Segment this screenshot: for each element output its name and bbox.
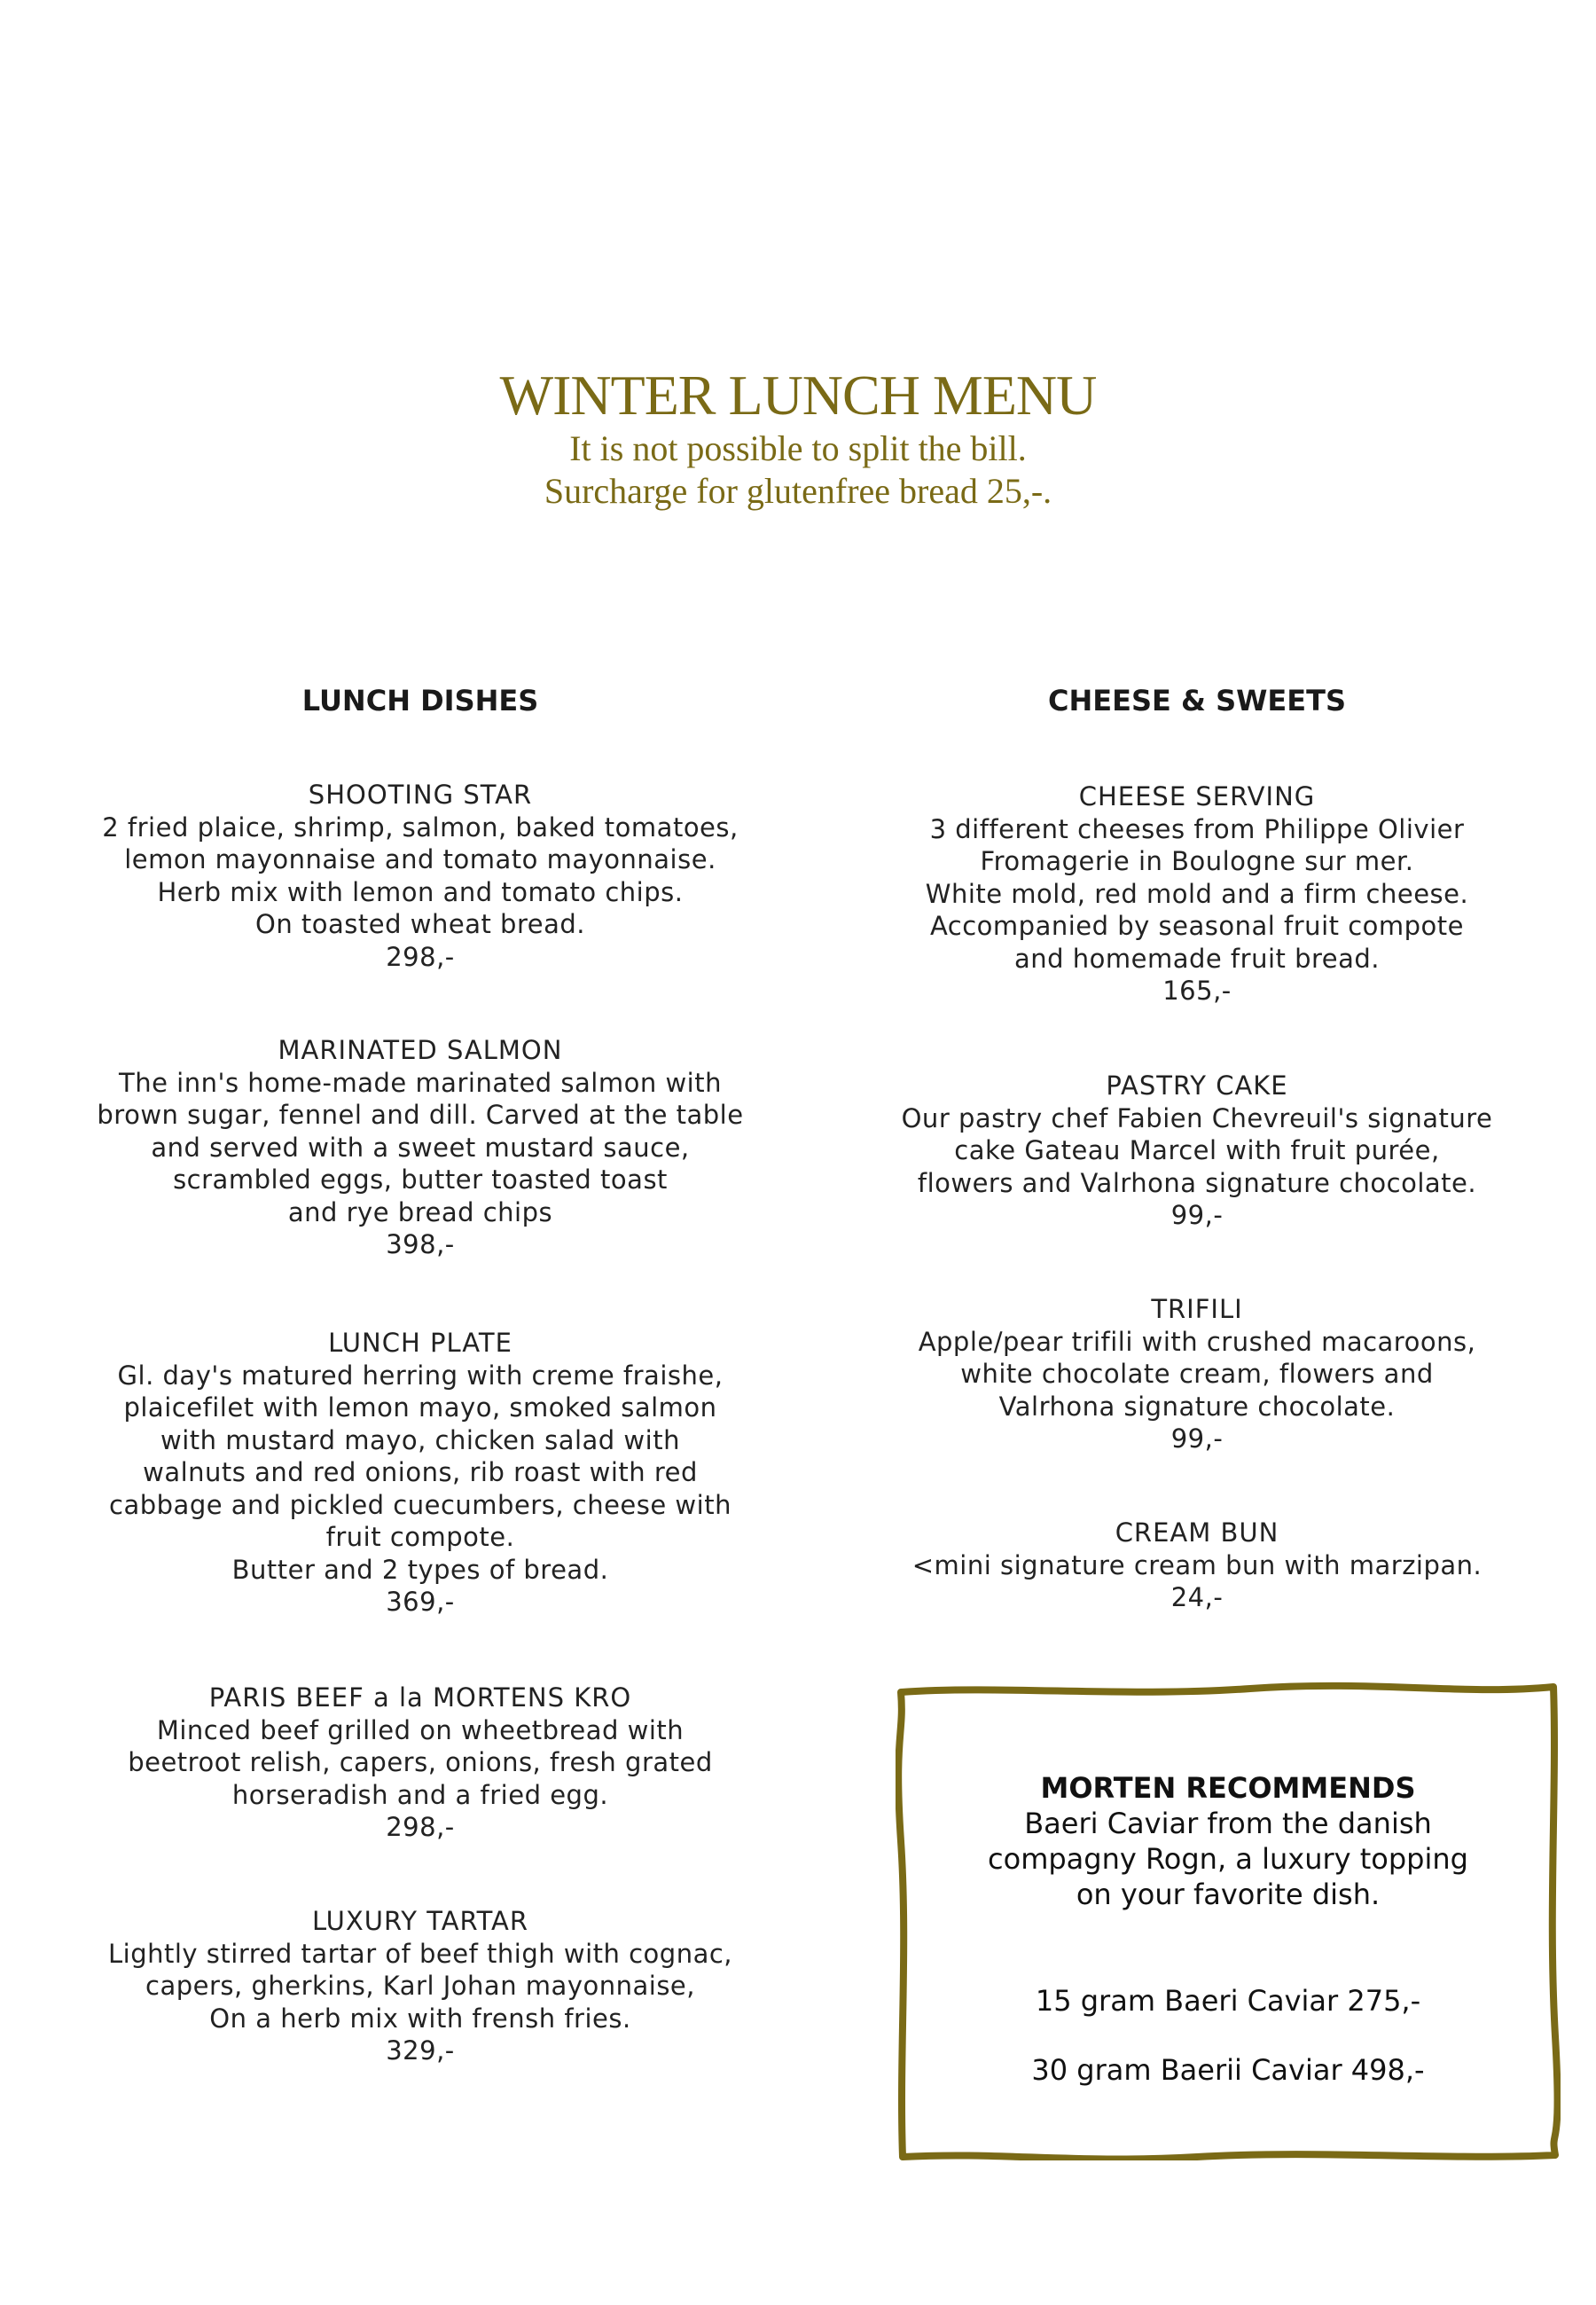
item-desc-line: Lightly stirred tartar of beef thigh with cognac, [107,1938,733,1969]
item-name: LUXURY TARTAR [311,1906,529,1936]
item-desc-line: flowers and Valrhona signature chocolate. [917,1167,1477,1198]
item-desc-line: horseradish and a fried egg. [231,1779,609,1810]
menu-item-shooting-star [39,779,802,973]
menu-item-paris-beef [39,1682,802,1844]
recommendation-box [896,1682,1561,2160]
item-desc-line: Butter and 2 types of bread. [231,1554,609,1585]
menu-item-pastry-cake [816,1070,1578,1232]
item-desc-line: 2 fried plaice, shrimp, salmon, baked tomatoes, [102,811,739,843]
item-name: CREAM BUN [1115,1517,1279,1548]
item-name: PARIS BEEF a la MORTENS KRO [208,1682,632,1713]
item-price: 24,- [1170,1582,1224,1612]
menu-title: WINTER LUNCH MENU [499,364,1097,427]
item-desc-line: 3 different cheeses from Philippe Olivier [929,813,1465,844]
item-desc-line: lemon mayonnaise and tomato mayonnaise. [124,844,716,874]
item-desc-line: Our pastry chef Fabien Chevreuil's signature [901,1102,1493,1133]
item-desc-line: Fromagerie in Boulogne sur mer. [980,846,1414,876]
item-price: 165,- [1162,976,1232,1006]
item-price: 329,- [386,2035,455,2066]
item-desc-line: beetroot relish, capers, onions, fresh grated [128,1747,713,1777]
item-price: 298,- [386,941,455,972]
item-desc-line: and served with a sweet mustard sauce, [151,1132,690,1163]
item-desc-line: scrambled eggs, butter toasted toast [173,1164,668,1195]
item-desc-line: Apple/pear trifili with crushed macaroons, [918,1326,1476,1357]
item-desc-line: white chocolate cream, flowers and [960,1359,1434,1389]
menu-item-cream-bun [816,1517,1578,1614]
item-desc-line: capers, gherkins, Karl Johan mayonnaise, [145,1971,695,2001]
menu-item-lunch-plate [39,1327,802,1619]
item-desc-line: cabbage and pickled cuecumbers, cheese with [109,1489,732,1520]
item-desc-line: brown sugar, fennel and dill. Carved at the table [97,1100,744,1130]
item-name: PASTRY CAKE [1106,1070,1288,1101]
menu-header [0,364,1596,513]
item-desc-line: Accompanied by seasonal fruit compote [929,911,1465,941]
recommendation-title: MORTEN RECOMMENDS [1040,1771,1416,1805]
item-price: 369,- [386,1587,455,1617]
item-desc-line: walnuts and red onions, rib roast with red [143,1457,698,1487]
item-desc-line: The inn's home-made marinated salmon with [119,1067,722,1098]
item-desc-line: Herb mix with lemon and tomato chips. [157,876,684,907]
item-price: 99,- [1170,1423,1224,1454]
recommendation-line: on your favorite dish. [1076,1878,1381,1911]
item-desc-line: cake Gateau Marcel with fruit purée, [954,1135,1440,1165]
item-desc-line: White mold, red mold and a firm cheese. [925,878,1469,909]
item-name: LUNCH PLATE [328,1328,512,1358]
item-price: 298,- [386,1812,455,1842]
item-name: TRIFILI [1151,1294,1243,1324]
item-desc-line: On toasted wheat bread. [255,909,585,939]
cheese-sweets-heading: CHEESE & SWEETS [1047,684,1346,717]
item-price: 99,- [1170,1200,1224,1230]
item-desc-line: Valrhona signature chocolate. [998,1391,1396,1422]
item-desc-line: fruit compote. [325,1522,515,1552]
item-desc-line: On a herb mix with frensh fries. [209,2003,631,2034]
menu-item-marinated-salmon [39,1034,802,1261]
item-desc-line: Minced beef grilled on wheetbread with [156,1714,685,1745]
split-bill-note: It is not possible to split the bill. [569,428,1027,468]
item-name: CHEESE SERVING [1078,781,1316,811]
item-price: 398,- [386,1229,455,1259]
menu-item-luxury-tartar [39,1905,802,2067]
item-desc-line: and homemade fruit bread. [1013,943,1381,974]
glutenfree-note: Surcharge for glutenfree bread 25,-. [544,471,1052,511]
recommendation-content [896,1770,1561,2088]
menu-item-trifili [816,1293,1578,1455]
item-name: MARINATED SALMON [278,1035,563,1065]
item-name: SHOOTING STAR [308,780,533,810]
item-desc-line: plaicefilet with lemon mayo, smoked salmon [123,1392,717,1423]
caviar-15g-price: 15 gram Baeri Caviar 275,- [1035,1984,1421,2018]
recommendation-line: compagny Rogn, a luxury topping [988,1842,1468,1876]
recommendation-line: Baeri Caviar from the danish [1024,1807,1432,1840]
item-desc-line: <mini signature cream bun with marzipan. [911,1549,1483,1580]
caviar-30g-price: 30 gram Baerii Caviar 498,- [1031,2053,1425,2087]
lunch-dishes-heading: LUNCH DISHES [301,684,539,717]
item-desc-line: with mustard mayo, chicken salad with [160,1424,680,1455]
menu-item-cheese-serving [816,780,1578,1007]
item-desc-line: Gl. day's matured herring with creme fraishe, [117,1360,724,1391]
item-desc-line: and rye bread chips [287,1196,553,1227]
